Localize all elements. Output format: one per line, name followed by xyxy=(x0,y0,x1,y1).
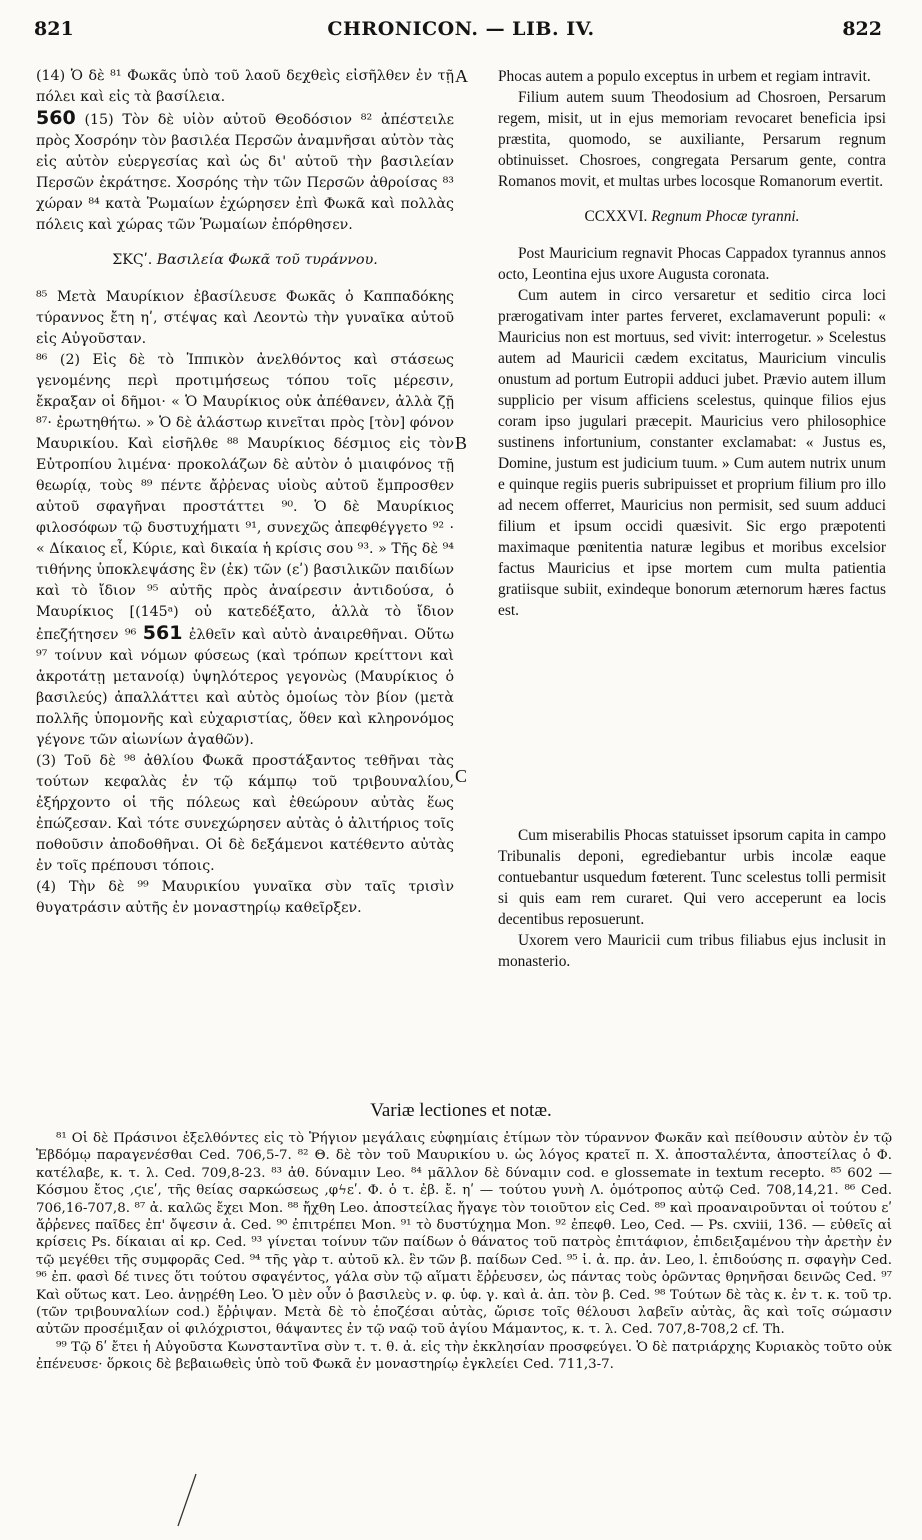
latin-para-3: Cum miserabilis Phocas statuisset ipsorum capita in campo Tribunalis deponi, egrediebantur urbis incolæ eaque contuebantur usquedum fœterent. Tunc scelestus tolli permisit si quis eam rem curaret. Qui vero acceperunt ea locis decentibus reposuerunt. xyxy=(498,827,886,928)
latin-para-2: Cum autem in circo versaretur et seditio circa loci prærogativam inter partes ferveret, exclamaverunt populi: « Mauricius non est mortuus, sed vivit: interrogetur. » Scelestus autem ad Mauricii cædem excitatus, Mauricium vinculis onustum ad portum Eutropii adduci jubet. Prævio autem illum supplicio per visum afficiens scelestus, quinque filios ejus coram ipso jugulari præcepit. Mauricius vero philosophice sustinens infortunium, constanter exclamabat: « Justus es, Domine, justum est judicium tuum. » Cum autem nutrix unum e quinque regiis pueris subripuisset et proprium filium pro illo ad necem offerret, Mauricius non permisit, sed suum adduci filium et ipsum occidi quæsivit. Sic ergo præpotenti maximaque pœnitentia naturæ legibus et moribus excelsior factus Mauricius et ipse mortem cum multa patientia gratiisque subiit, exindeque bonorum æternorum hæres factus est. xyxy=(498,287,886,619)
variant-notes xyxy=(36,1130,892,1374)
notes-paragraph-2: ⁹⁹ Τῷ δʹ ἔτει ἡ Αὐγοῦστα Κωνσταντῖνα σὺν τ. τ. θ. ἀ. εἰς τὴν ἐκκλησίαν προσφεύγει. Ὁ δὲ πατριάρχης Κυριακὸς τοῦτο οὐκ ἐπένευσε· ὅρκοις δὲ βεβαιωθεὶς ὑπὸ τοῦ Φωκᾶ ἐν μοναστηρίῳ ἐγκλείει Ced. 711,3-7. xyxy=(36,1339,892,1373)
latin-para-4: Uxorem vero Mauricii cum tribus filiabus ejus inclusit in monasterio. xyxy=(498,932,886,970)
greek-para-2 xyxy=(36,350,454,751)
page-number-right: 822 xyxy=(842,18,882,40)
greek-section-number: ΣΚϚʹ. xyxy=(112,252,153,268)
greek-section-title: Βασιλεία Φωκᾶ τοῦ τυράννου. xyxy=(156,252,378,268)
greek-para-3: (3) Τοῦ δὲ ⁹⁸ ἀθλίου Φωκᾶ προστάξαντος τεθῆναι τὰς τούτων κεφαλὰς ἐν τῷ κάμπῳ τοῦ τριβουναλίου, ἐξήρχοντο οἱ τῆς πόλεως καὶ ἐθεώρουν αὐτὰς ἕως ἐπώζεσαν. Καὶ τότε συνεχώρησεν αὐτὰς ὁ ἀλιτήριος τοῖς ποθοῦσιν ἀποδοθῆναι. Οἱ δὲ δεξάμενοι κατέθεντο αὐτὰς ἐν τοῖς πρέπουσι τόποις. xyxy=(36,753,454,874)
latin-para-reign: Post Mauricium regnavit Phocas Cappadox tyrannus annos octo, Leontina ejus uxore Augusta coronata. xyxy=(498,245,886,283)
greek-para-14: (14) Ὁ δὲ ⁸¹ Φωκᾶς ὑπὸ τοῦ λαοῦ δεχθεὶς εἰσῆλθεν ἐν τῇ πόλει καὶ εἰς τὰ βασίλεια. xyxy=(36,68,454,105)
edition-page-number: 561 xyxy=(142,622,183,644)
margin-mark-b: B xyxy=(455,433,468,453)
page-number-left: 821 xyxy=(34,18,74,40)
greek-para-2-text-b: ἐλθεῖν καὶ αὐτὸ ἀναιρεθῆναι. Οὕτω ⁹⁷ τοίνυν καὶ νόμων φύσεως (καὶ τρόπων κρείττονι καὶ ἀκροτάτῃ μετανοίᾳ) ὑψηλότερος γεγονὼς (Μαυρίκιος ὁ βασιλεύς) ἀπαλλάττει καὶ αὐτὸς ὁμοίως τὸν βίον (μετὰ πολλῆς ὑπομονῆς καὶ εὐχαριστίας, ὅθεν καὶ κληρονόμος γέγονε τῶν αἰωνίων ἀγαθῶν). xyxy=(36,627,454,748)
pen-stroke-mark xyxy=(168,1470,208,1530)
greek-column xyxy=(36,66,454,919)
latin-para-15: Filium autem suum Theodosium ad Chosroen, Persarum regem, misit, ut in ejus memoriam revocaret beneficia ipsi præstita, quomodo, se auxiliante, Persarum regnum obtinuisset. Chosroes, congregata Persarum gente, contra Romanos movit, et multas urbes locosque Romanorum evertit. xyxy=(498,89,886,190)
greek-para-2-text-a: ⁸⁶ (2) Εἰς δὲ τὸ Ἱππικὸν ἀνελθόντος καὶ στάσεως γενομένης περὶ προτιμήσεως τόπου τοῖς μέρεσιν, ἔκραξαν οἱ δῆμοι· « Ὁ Μαυρίκιος οὐκ ἀπέθανεν, ἀλλὰ ζῇ ⁸⁷· ἐρωτηθήτω. » Ὁ δὲ ἀλάστωρ κινεῖται πρὸς [τὸν] φόνον Μαυρικίου. Καὶ εἰσῆλθε ⁸⁸ Μαυρίκιος δέσμιος εἰς τὸν Εὐτροπίου λιμένα· προκολάζων δὲ αὐτὸν ὁ μιαιφόνος τῇ θεωρίᾳ, τοὺς ⁸⁹ πέντε ἄῤῥενας υἱοὺς αὐτοῦ ἔμπροσθεν αὐτοῦ σφαγῆναι προστάττει ⁹⁰. Ὁ δὲ Μαυρίκιος φιλοσόφων τῷ δυστυχήματι ⁹¹, συνεχῶς ἀπεφθέγγετο ⁹² · « Δίκαιος εἶ, Κύριε, καὶ δικαία ἡ κρίσις σου ⁹³. » Τῆς δὲ ⁹⁴ τιθήνης ὑποκλεψάσης ἓν (ἐκ) τῶν (εʹ) βασιλικῶν παιδίων καὶ τὸ ἴδιον ⁹⁵ αὐτῆς πρὸς ἀναίρεσιν ἀντιδούσα, ὁ Μαυρίκιος [(145ᵃ) οὐ κατεδέξατο, ἀλλὰ τὸ ἴδιον ἐπεζήτησεν ⁹⁶ xyxy=(36,352,454,643)
greek-section-heading xyxy=(36,250,454,271)
greek-para-15-text: (15) Τὸν δὲ υἱὸν αὐτοῦ Θεοδόσιον ⁸² ἀπέστειλε πρὸς Χοσρόην τὸν βασιλέα Περσῶν ἀναμνῆσαι αὐτὸν τὰς εἰς αὐτὸν εὐεργεσίας καὶ ὡς δι' αὐτοῦ τὴν βασιλείαν Περσῶν ἐκράτησε. Χοσρόης τὴν τῶν Περσῶν ἀθροίσας ⁸³ χώραν ⁸⁴ κατὰ Ῥωμαίων ἐχώρησεν ἐπὶ Φωκᾶ καὶ πολλὰς πόλεις καὶ χώρας τῶν Ῥωμαίων ἐπόρθησεν. xyxy=(36,112,454,233)
latin-section-title: Regnum Phocæ tyranni. xyxy=(651,208,800,225)
margin-mark-c: C xyxy=(455,766,468,786)
notes-heading: Variæ lectiones et notæ. xyxy=(370,1100,552,1121)
margin-mark-a: A xyxy=(455,66,468,86)
running-header xyxy=(0,18,922,54)
latin-spacer xyxy=(498,621,886,825)
greek-para-15 xyxy=(36,108,454,236)
latin-column xyxy=(498,66,886,972)
latin-section-number: CCXXVI. xyxy=(584,208,648,225)
greek-para-reign: ⁸⁵ Μετὰ Μαυρίκιον ἐβασίλευσε Φωκᾶς ὁ Καππαδόκης τύραννος ἔτη ηʹ, στέψας καὶ Λεοντὼ τὴν γυναῖκα αὐτοῦ εἰς Αὐγοῦσταν. xyxy=(36,289,454,347)
latin-para-14: Phocas autem a populo exceptus in urbem et regiam intravit. xyxy=(498,68,871,85)
latin-section-heading xyxy=(498,206,886,227)
greek-para-4: (4) Τὴν δὲ ⁹⁹ Μαυρικίου γυναῖκα σὺν ταῖς τρισὶν θυγατράσιν αὐτῆς ἐν μοναστηρίῳ καθεῖρξεν. xyxy=(36,879,454,916)
notes-paragraph-1: ⁸¹ Οἱ δὲ Πράσινοι ἐξελθόντες εἰς τὸ Ῥήγιον μεγάλαις εὐφημίαις ἐτίμων τὸν τύραννον Φωκᾶν καὶ πείθουσιν αὐτὸν ἐν τῷ Ἑβδόμῳ παραγενέσθαι Ced. 706,5-7. ⁸² Θ. δὲ τὸν τοῦ Μαυρικίου υ. ὡς λόγος κρατεῖ π. Χ. ἀποσταλέντα, ἀποστείλας ὁ Φ. κατέλαβε, κ. τ. λ. Ced. 709,8-23. ⁸³ ἀθ. δύναμιν Leo. ⁸⁴ μᾶλλον δὲ δύναμιν cod. e glossemate in textum recepto. ⁸⁵ 602 — Κόσμου ἔτος ,ϛιεʹ, τῆς θείας σαρκώσεως ,φϟεʹ. Φ. ὁ τ. ἐβ. ἔ. ηʹ — τούτου γυνὴ Λ. ὁμότροπος αὐτῷ Ced. 708,14,21. ⁸⁶ Ced. 706,16-707,8. ⁸⁷ ἀ. καλῶς ἔχει Mon. ⁸⁸ ἤχθη Leo. ἀποστείλας ἤγαγε τὸν τοιοῦτον εἰς Ced. ⁸⁹ καὶ προαναιροῦνται οἱ τούτου εʹ ἄῤῥενες παῖδες ἐπ' ὄψεσιν ἀ. Ced. ⁹⁰ ἐπιτρέπει Mon. ⁹¹ τὸ δυστύχημα Mon. ⁹² ἐπεφθ. Leo, Ced. — Ps. cxviii, 136. — εὐθεῖς αἱ κρίσεις Ps. δίκαιαι αἱ κρ. Ced. ⁹³ γίνεται τοίνυν τῶν παίδων ὁ θάνατος τοῦ πατρὸς ἐπιτάφιον, ἐπιδειξαμένου τὴν ἀρετὴν ἐν τῷ μεγέθει τῆς συμφορᾶς Ced. ⁹⁴ τῆς γὰρ τ. αὐτοῦ κλ. ἓν τῶν β. παίδων Ced. ⁹⁵ ἰ. ἀ. πρ. ἀν. Leo, l. ἐπιδούσης π. σφαγὴν Ced. ⁹⁶ ἐπ. φασὶ δέ τινες ὅτι τούτου σφαγέντος, γάλα σὺν τῷ αἵματι ἔῤῥευσεν, ὡς πάντας τοὺς ὁρῶντας θρηνῆσαι δεινῶς Ced. ⁹⁷ Καὶ οὕτως κατ. Leo. ἀνῃρέθη Leo. Ὁ μὲν οὖν ὁ βασιλεὺς ν. φ. ὑφ. γ. καὶ ἀ. ἀπ. τὸν β. Ced. ⁹⁸ Τούτων δὲ τὰς κ. ἐν τ. κ. τοῦ τρ. (τῶν τριβουναλίων cod.) ἔῤῥιψαν. Μετὰ δὲ τὸ ἐποζέσαι αὐτὰς, ὥρισε τοῖς θέλουσι λαβεῖν αὐτὰς, ἃς καὶ τοῖς σώμασιν αὐτῶν προσέμιξαν οἱ φιλόχριστοι, θάψαντες ἐν τῷ ναῷ τοῦ ἁγίου Μάμαντος, κ. τ. λ. Ced. 707,8-708,2 cf. Th. xyxy=(36,1131,892,1338)
edition-page-number: 560 xyxy=(36,107,76,129)
running-title: CHRONICON. — LIB. IV. xyxy=(327,18,595,40)
